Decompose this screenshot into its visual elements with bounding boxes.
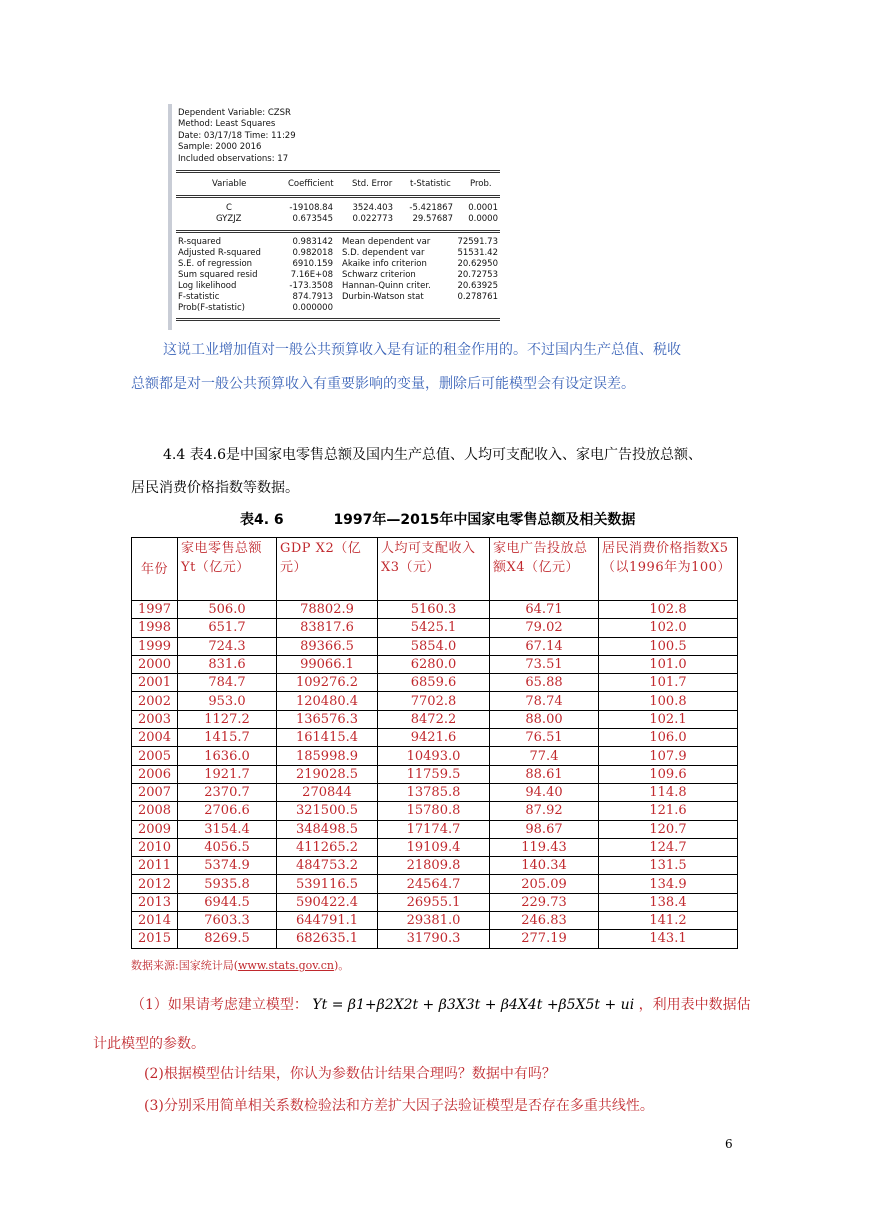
- source-suffix: )。: [333, 959, 350, 972]
- page-number: 6: [725, 1137, 733, 1151]
- divider: [176, 320, 500, 321]
- table-cell: 277.19: [490, 930, 599, 948]
- stat-label: Adjusted R-squared: [178, 248, 261, 258]
- stat-value: 0.983142: [292, 237, 333, 247]
- table-row: [132, 692, 738, 710]
- table-cell: 31790.3: [378, 930, 490, 948]
- stat-value: 874.7913: [292, 292, 333, 302]
- stat-label: F-statistic: [178, 292, 220, 302]
- coef-std-error: 0.022773: [352, 214, 393, 224]
- table-cell: 831.6: [178, 655, 277, 673]
- table-row: [132, 802, 738, 820]
- table-cell: 161415.4: [277, 729, 378, 747]
- table-cell: 24564.7: [378, 875, 490, 893]
- table-cell: 140.34: [490, 857, 599, 875]
- table-cell: 65.88: [490, 674, 599, 692]
- table-cell: 1127.2: [178, 710, 277, 728]
- table-number: 表4. 6: [240, 512, 284, 528]
- stat-row: [178, 237, 498, 248]
- stat-value-right: 51531.42: [457, 248, 498, 258]
- stat-value-right: 20.63925: [457, 281, 498, 291]
- table-cell: 2010: [132, 838, 178, 856]
- table-cell: 124.7: [599, 838, 738, 856]
- table-cell: 102.8: [599, 601, 738, 619]
- question-1: [131, 994, 751, 1014]
- table-cell: 8472.2: [378, 710, 490, 728]
- table-cell: 2001: [132, 674, 178, 692]
- table-cell: 2013: [132, 893, 178, 911]
- question-3: (3)分别采用简单相关系数检验法和方差扩大因子法验证模型是否存在多重共线性。: [144, 1098, 654, 1114]
- table-cell: 724.3: [178, 637, 277, 655]
- stat-value: 7.16E+08: [290, 270, 333, 280]
- stat-label: Prob(F-statistic): [178, 303, 245, 313]
- table-cell: 21809.8: [378, 857, 490, 875]
- col-t-statistic: t-Statistic: [410, 179, 451, 189]
- table-cell: 784.7: [178, 674, 277, 692]
- table-cell: 19109.4: [378, 838, 490, 856]
- table-cell: 87.92: [490, 802, 599, 820]
- table-row: [132, 637, 738, 655]
- question-1-suffix: ，利用表中数据估: [638, 997, 751, 1013]
- eviews-header-line: Date: 03/17/18 Time: 11:29: [178, 130, 296, 141]
- source-link[interactable]: www.stats.gov.cn: [238, 959, 334, 972]
- stat-label: Log likelihood: [178, 281, 237, 291]
- table-row: [132, 783, 738, 801]
- divider: [176, 230, 500, 231]
- table-cell: 5425.1: [378, 619, 490, 637]
- table-cell: 590422.4: [277, 893, 378, 911]
- model-formula: Yt = β1+β2X2t + β3X3t + β4X4t +β5X5t + ui: [312, 997, 635, 1013]
- table-cell: 219028.5: [277, 765, 378, 783]
- table-title: 1997年—2015年中国家电零售总额及相关数据: [333, 512, 636, 528]
- divider: [176, 195, 500, 196]
- header-gdp: GDP X2（亿元）: [277, 538, 378, 601]
- stat-row: [178, 270, 498, 281]
- table-row: [132, 747, 738, 765]
- stat-label: Sum squared resid: [178, 270, 258, 280]
- table-cell: 109.6: [599, 765, 738, 783]
- header-cpi: 居民消费价格指数X5（以1996年为100）: [599, 538, 738, 601]
- stat-label-right: Schwarz criterion: [342, 270, 416, 280]
- table-cell: 121.6: [599, 802, 738, 820]
- table-cell: 7702.8: [378, 692, 490, 710]
- table-cell: 2002: [132, 692, 178, 710]
- table-cell: 1999: [132, 637, 178, 655]
- col-variable: Variable: [212, 179, 247, 189]
- table-cell: 321500.5: [277, 802, 378, 820]
- paragraph-line: 总额都是对一般公共预算收入有重要影响的变量，删除后可能模型会有设定误差。: [131, 376, 635, 392]
- table-cell: 78802.9: [277, 601, 378, 619]
- data-table: [131, 537, 738, 949]
- table-cell: 1415.7: [178, 729, 277, 747]
- eviews-header: [178, 108, 296, 165]
- table-cell: 143.1: [599, 930, 738, 948]
- table-cell: 506.0: [178, 601, 277, 619]
- table-cell: 2014: [132, 912, 178, 930]
- table-cell: 4056.5: [178, 838, 277, 856]
- table-cell: 229.73: [490, 893, 599, 911]
- table-cell: 29381.0: [378, 912, 490, 930]
- question-1-line-2: 计此模型的参数。: [93, 1036, 205, 1052]
- stat-value: 6910.159: [292, 259, 333, 269]
- divider: [176, 170, 500, 171]
- table-cell: 6280.0: [378, 655, 490, 673]
- table-cell: 2004: [132, 729, 178, 747]
- table-cell: 102.0: [599, 619, 738, 637]
- table-row: [132, 912, 738, 930]
- table-cell: 2706.6: [178, 802, 277, 820]
- stat-label-right: Akaike info criterion: [342, 259, 427, 269]
- table-cell: 138.4: [599, 893, 738, 911]
- stat-row: [178, 259, 498, 270]
- table-cell: 13785.8: [378, 783, 490, 801]
- table-cell: 2000: [132, 655, 178, 673]
- table-cell: 185998.9: [277, 747, 378, 765]
- divider: [176, 232, 500, 233]
- table-row: [132, 674, 738, 692]
- table-cell: 5935.8: [178, 875, 277, 893]
- table-row: [132, 820, 738, 838]
- table-cell: 100.8: [599, 692, 738, 710]
- table-cell: 2008: [132, 802, 178, 820]
- eviews-header-line: Method: Least Squares: [178, 119, 276, 130]
- coef-variable: C: [226, 203, 232, 213]
- table-cell: 2015: [132, 930, 178, 948]
- source-prefix: 数据来源:国家统计局(: [131, 959, 238, 972]
- table-cell: 205.09: [490, 875, 599, 893]
- table-cell: 2005: [132, 747, 178, 765]
- stat-value: 0.000000: [292, 303, 333, 313]
- coef-prob: 0.0000: [468, 214, 498, 224]
- table-cell: 17174.7: [378, 820, 490, 838]
- question-1-prefix: （1）如果请考虑建立模型：: [131, 997, 308, 1013]
- stat-label-right: Hannan-Quinn criter.: [342, 281, 431, 291]
- table-cell: 100.5: [599, 637, 738, 655]
- table-caption: [240, 509, 660, 529]
- table-cell: 651.7: [178, 619, 277, 637]
- table-row: [132, 729, 738, 747]
- table-cell: 120480.4: [277, 692, 378, 710]
- table-cell: 246.83: [490, 912, 599, 930]
- table-cell: 2009: [132, 820, 178, 838]
- table-cell: 5160.3: [378, 601, 490, 619]
- divider: [176, 318, 500, 319]
- table-cell: 99066.1: [277, 655, 378, 673]
- coef-value: 0.673545: [292, 214, 333, 224]
- table-cell: 83817.6: [277, 619, 378, 637]
- stat-value-right: 0.278761: [457, 292, 498, 302]
- table-row: [132, 930, 738, 948]
- table-cell: 120.7: [599, 820, 738, 838]
- table-cell: 89366.5: [277, 637, 378, 655]
- table-row: [132, 765, 738, 783]
- stat-value: 0.982018: [292, 248, 333, 258]
- stat-row: [178, 248, 498, 259]
- stat-label: R-squared: [178, 237, 221, 247]
- table-cell: 270844: [277, 783, 378, 801]
- coef-row: [178, 214, 498, 225]
- paragraph-line: 这说工业增加值对一般公共预算收入是有证的租金作用的。不过国内生产总值、税收: [163, 342, 681, 358]
- stat-value-right: 20.62950: [457, 259, 498, 269]
- table-cell: 1998: [132, 619, 178, 637]
- divider: [176, 197, 500, 198]
- table-cell: 73.51: [490, 655, 599, 673]
- stat-value: -173.3508: [289, 281, 333, 291]
- paragraph-line: 居民消费价格指数等数据。: [131, 480, 299, 496]
- eviews-column-headers: [178, 179, 498, 190]
- header-year: 年份: [132, 538, 178, 601]
- stat-label-right: Durbin-Watson stat: [342, 292, 424, 302]
- table-cell: 136576.3: [277, 710, 378, 728]
- table-cell: 1921.7: [178, 765, 277, 783]
- col-coefficient: Coefficient: [288, 179, 334, 189]
- table-cell: 644791.1: [277, 912, 378, 930]
- coef-value: -19108.84: [289, 203, 333, 213]
- header-income: 人均可支配收入X3（元）: [378, 538, 490, 601]
- table-cell: 98.67: [490, 820, 599, 838]
- coef-row: [178, 203, 498, 214]
- table-cell: 88.00: [490, 710, 599, 728]
- table-cell: 682635.1: [277, 930, 378, 948]
- table-cell: 6859.6: [378, 674, 490, 692]
- table-cell: 131.5: [599, 857, 738, 875]
- stat-label-right: Mean dependent var: [342, 237, 431, 247]
- table-cell: 539116.5: [277, 875, 378, 893]
- table-cell: 79.02: [490, 619, 599, 637]
- table-cell: 11759.5: [378, 765, 490, 783]
- stat-row: [178, 281, 498, 292]
- coef-t-stat: -5.421867: [409, 203, 453, 213]
- table-cell: 106.0: [599, 729, 738, 747]
- table-row: [132, 601, 738, 619]
- table-cell: 5374.9: [178, 857, 277, 875]
- eviews-output-panel: [168, 104, 504, 330]
- table-cell: 15780.8: [378, 802, 490, 820]
- stat-value-right: 72591.73: [457, 237, 498, 247]
- data-source: [131, 957, 349, 973]
- table-cell: 2370.7: [178, 783, 277, 801]
- table-cell: 2003: [132, 710, 178, 728]
- eviews-header-line: Included observations: 17: [178, 153, 289, 164]
- stat-row: [178, 292, 498, 303]
- table-cell: 109276.2: [277, 674, 378, 692]
- table-cell: 7603.3: [178, 912, 277, 930]
- table-cell: 88.61: [490, 765, 599, 783]
- eviews-header-line: Sample: 2000 2016: [178, 142, 262, 153]
- paragraph-line: 4.4 表4.6是中国家电零售总额及国内生产总值、人均可支配收入、家电广告投放总额、: [163, 447, 702, 463]
- stat-label: S.E. of regression: [178, 259, 253, 269]
- question-2: (2)根据模型估计结果，你认为参数估计结果合理吗？数据中有吗？: [144, 1066, 556, 1082]
- table-cell: 5854.0: [378, 637, 490, 655]
- table-cell: 9421.6: [378, 729, 490, 747]
- table-cell: 107.9: [599, 747, 738, 765]
- table-cell: 134.9: [599, 875, 738, 893]
- table-cell: 77.4: [490, 747, 599, 765]
- coef-variable: GYZJZ: [216, 214, 242, 224]
- table-cell: 2007: [132, 783, 178, 801]
- table-row: [132, 619, 738, 637]
- table-cell: 101.0: [599, 655, 738, 673]
- divider: [176, 172, 500, 173]
- table-cell: 114.8: [599, 783, 738, 801]
- table-row: [132, 655, 738, 673]
- table-cell: 76.51: [490, 729, 599, 747]
- table-cell: 67.14: [490, 637, 599, 655]
- col-std-error: Std. Error: [352, 179, 393, 189]
- stat-row: [178, 303, 498, 314]
- coef-std-error: 3524.403: [352, 203, 393, 213]
- coef-t-stat: 29.57687: [412, 214, 453, 224]
- table-cell: 1997: [132, 601, 178, 619]
- table-cell: 1636.0: [178, 747, 277, 765]
- table-cell: 953.0: [178, 692, 277, 710]
- table-row: [132, 875, 738, 893]
- table-cell: 141.2: [599, 912, 738, 930]
- table-cell: 101.7: [599, 674, 738, 692]
- col-prob: Prob.: [470, 179, 492, 189]
- table-cell: 64.71: [490, 601, 599, 619]
- table-cell: 3154.4: [178, 820, 277, 838]
- stat-label-right: S.D. dependent var: [342, 248, 425, 258]
- table-cell: 26955.1: [378, 893, 490, 911]
- table-cell: 2006: [132, 765, 178, 783]
- table-cell: 10493.0: [378, 747, 490, 765]
- table-row: [132, 857, 738, 875]
- header-advert: 家电广告投放总额X4（亿元）: [490, 538, 599, 601]
- table-cell: 348498.5: [277, 820, 378, 838]
- coef-prob: 0.0001: [468, 203, 498, 213]
- table-cell: 2011: [132, 857, 178, 875]
- table-row: [132, 838, 738, 856]
- eviews-header-line: Dependent Variable: CZSR: [178, 108, 291, 118]
- table-header-row: [132, 538, 738, 601]
- table-cell: 411265.2: [277, 838, 378, 856]
- table-cell: 2012: [132, 875, 178, 893]
- table-row: [132, 893, 738, 911]
- table-row: [132, 710, 738, 728]
- table-cell: 8269.5: [178, 930, 277, 948]
- stat-value-right: 20.72753: [457, 270, 498, 280]
- table-cell: 484753.2: [277, 857, 378, 875]
- table-cell: 102.1: [599, 710, 738, 728]
- table-cell: 119.43: [490, 838, 599, 856]
- table-cell: 94.40: [490, 783, 599, 801]
- header-retail: 家电零售总额Yt（亿元）: [178, 538, 277, 601]
- table-cell: 78.74: [490, 692, 599, 710]
- table-cell: 6944.5: [178, 893, 277, 911]
